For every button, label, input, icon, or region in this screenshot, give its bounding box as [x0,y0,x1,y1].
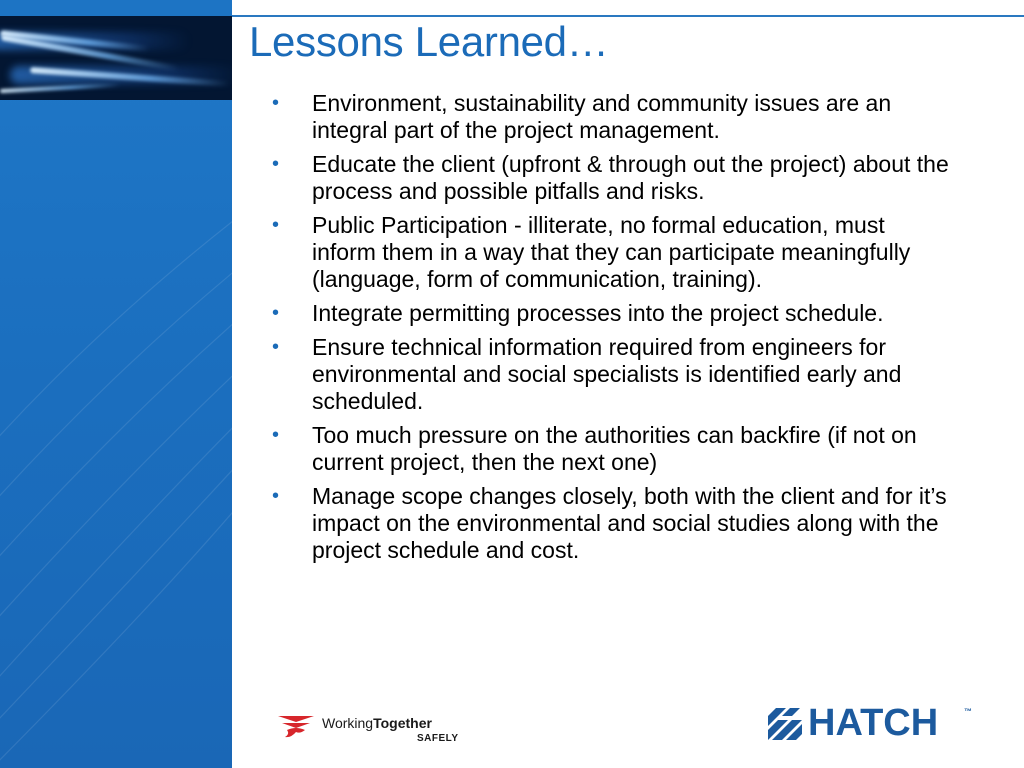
bullet-list [270,90,950,571]
side-top-strip [0,0,232,16]
bullet-item [270,151,950,205]
bullet-dot: • [272,92,280,114]
working-together-safely-logo [276,712,476,748]
bullet-item [270,300,950,327]
hatch-wordmark: HATCH [808,702,939,744]
hatch-stripes-icon [768,708,802,740]
bullet-dot: • [272,214,280,236]
light-streak-image [0,16,232,100]
bullet-text: Ensure technical information required from engineers for environmental and social specialists is identified early and scheduled. [312,334,902,414]
bullet-dot: • [272,485,280,507]
slide-title: Lessons Learned… [249,18,609,65]
wts-word-safely: SAFELY [417,733,459,744]
bullet-text: Environment, sustainability and community issues are an integral part of the project management. [312,90,892,143]
wts-word-together: Together [373,715,432,731]
decorative-arcs [0,100,232,768]
wts-word-working: Working [322,715,374,731]
bullet-dot: • [272,336,280,358]
bullet-item [270,212,950,293]
bullet-text: Integrate permitting processes into the project schedule. [312,300,884,326]
bullet-dot: • [272,302,280,324]
bullet-text: Public Participation - illiterate, no formal education, must inform them in a way that they can participate meaningfully (language, form of communication, training). [312,212,911,292]
wts-wordmark [322,715,432,731]
bullet-text: Manage scope changes closely, both with the client and for it’s impact on the environmental and social studies along with the project schedule and cost. [312,483,947,563]
header-rule [232,15,1024,17]
side-decor-panel [0,0,232,768]
bullet-text: Educate the client (upfront & through out the project) about the process and possible pitfalls and risks. [312,151,949,204]
hatch-trademark: ™ [964,707,972,716]
bullet-item [270,90,950,144]
bullet-text: Too much pressure on the authorities can backfire (if not on current project, then the next one) [312,422,917,475]
hatch-logo [768,702,978,744]
bullet-dot: • [272,424,280,446]
bullet-item [270,483,950,564]
bullet-item [270,422,950,476]
wts-emblem-icon [276,712,316,742]
bullet-dot: • [272,153,280,175]
bullet-item [270,334,950,415]
